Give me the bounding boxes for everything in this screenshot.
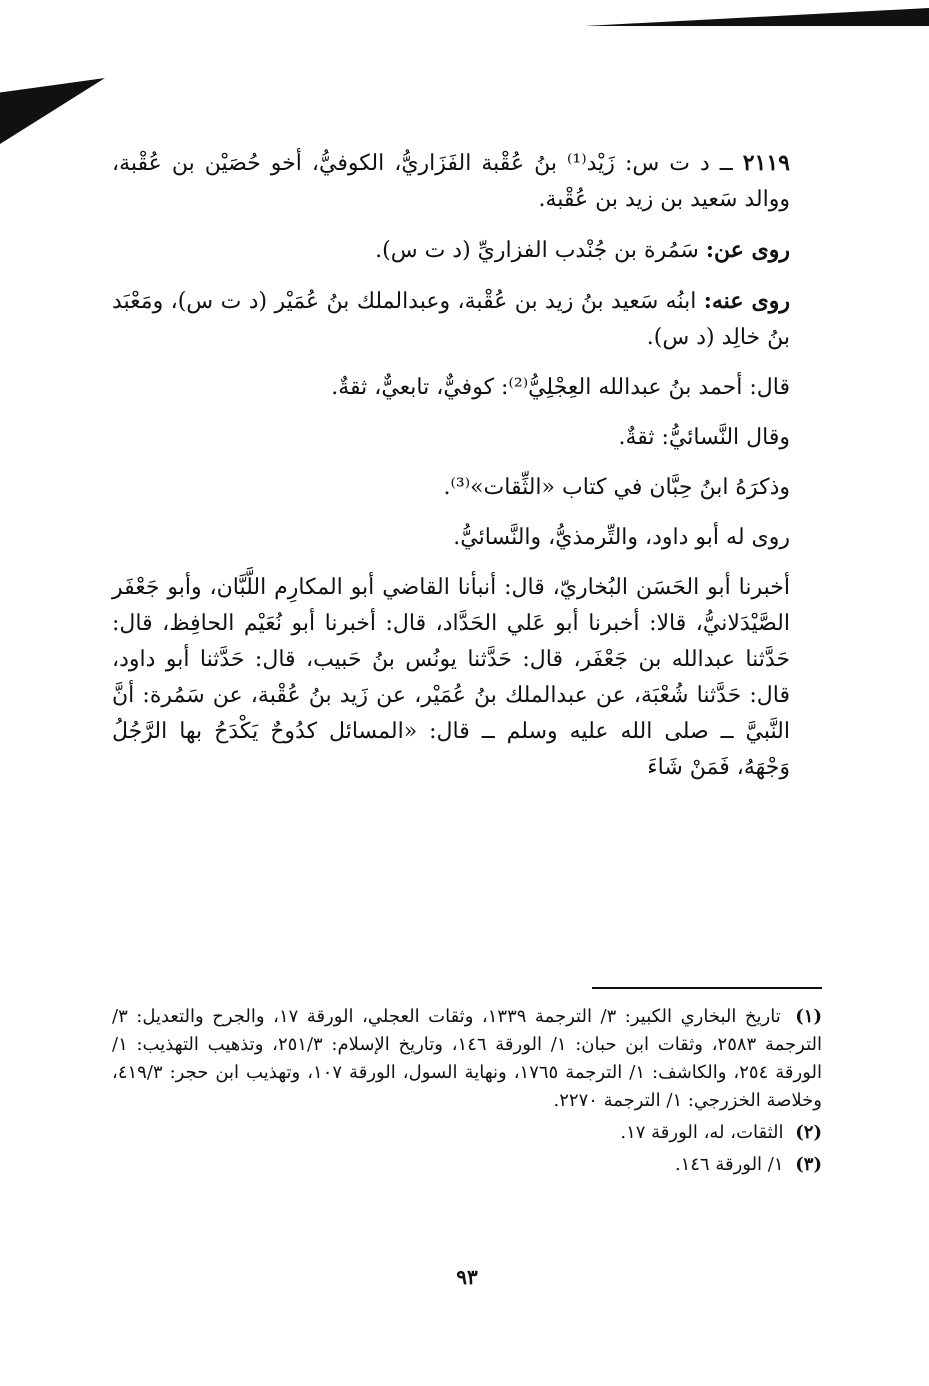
footnote-text: ١/ الورقة ١٤٦.	[674, 1154, 784, 1175]
footnote-number: (١)	[795, 1006, 822, 1027]
footnote-text: الثقات، له، الورقة ١٧.	[620, 1122, 784, 1143]
footnote-text: تاريخ البخاري الكبير: ٣/ الترجمة ١٣٣٩، وثقات العجلي، الورقة ١٧، والجرح والتعديل: ٣/ الترجمة ٢٥٨٣، وثقات ابن حبان: ١/ الورقة ١٤٦، وتاريخ الإسلام: ٢٥١/٣، وتذهيب التهذيب: ١/ الورقة ٢٥٤، والكاشف: ١/ الترجمة ١٧٦٥، ونهاية السول، الورقة ١٠٧، وتهذيب ابن حجر: ٤١٩/٣، وخلاصة الخزرجي: ١/ الترجمة ٢٢٧٠.	[112, 1006, 823, 1111]
footnote-item	[112, 1151, 822, 1179]
entry-number: ٢١١٩	[742, 150, 790, 176]
ibn-hibban-quote: وذكرَهُ ابنُ حِبَّان في كتاب «الثِّقات»⁽³⁾.	[443, 475, 790, 500]
entry-heading	[112, 145, 822, 218]
footnote-item	[112, 1119, 822, 1147]
scan-edge-mark-left	[0, 78, 105, 144]
ijli-quote: قال: أحمد بنُ عبدالله العِجْلِيُّ⁽²⁾: كوفيٌّ، تابعيٌّ، ثقةٌ.	[331, 375, 790, 400]
main-text	[112, 145, 822, 786]
narrated-by-label: روى عنه:	[703, 288, 790, 314]
isnad-paragraph: أخبرنا أبو الحَسَن البُخاريّ، قال: أنبأنا القاضي أبو المكارِم اللَّبَّان، وأبو جَعْفَر الصَّيْدَلانيُّ، قالا: أخبرنا أبو عَلي الحَدَّاد، قال: أخبرنا أبو نُعَيْم الحافِظ، قال: حَدَّثنا عبدالله بن جَعْفَر، قال: حَدَّثنا يونُس بنُ حَبيب، قال: حَدَّثنا أبو داود، قال: حَدَّثنا شُعْبَة، عن عبدالملك بنُ عُمَيْر، عن زَيد بنُ عُقْبة، عن سَمُرة: أنَّ النَّبيَّ ــ صلى الله عليه وسلم ــ قال: «المسائل كدُوحٌ يَكْدَحُ بها الرَّجُلُ وَجْهَهُ، فَمَنْ شَاءَ	[112, 575, 790, 780]
footnote-number: (٣)	[795, 1154, 822, 1175]
scan-edge-mark-top	[584, 8, 929, 26]
footnotes	[112, 1003, 822, 1183]
narrated-from-text: سَمُرة بن جُنْدب الفزاريِّ (د ت س).	[375, 238, 699, 263]
narrated-from-label: روى عن:	[705, 237, 790, 263]
narrated-by-text: ابنُه سَعيد بنُ زيد بن عُقْبة، وعبدالملك بنُ عُمَيْر (د ت س)، ومَعْبَد بنُ خالِد (د س).	[112, 289, 790, 350]
page-number: ٩٣	[456, 1265, 478, 1289]
footnote-number: (٢)	[795, 1122, 822, 1143]
entry-heading-text: ــ د ت س: زَيْد⁽¹⁾ بنُ عُقْبة الفَزَاريُّ، الكوفيُّ، أخو حُصَيْن بن عُقْبة، ووالد سَعيد بن زيد بن عُقْبة.	[112, 151, 790, 212]
footnote-divider	[592, 987, 822, 989]
narrated-by-paragraph	[112, 283, 822, 356]
footnote-item	[112, 1003, 822, 1115]
document-page	[112, 145, 823, 1289]
nasai-quote: وقال النَّسائيُّ: ثقةٌ.	[618, 425, 790, 450]
narrators-paragraph: روى له أبو داود، والتِّرمذيُّ، والنَّسائيُّ.	[453, 525, 790, 550]
narrated-from-paragraph	[112, 232, 822, 269]
